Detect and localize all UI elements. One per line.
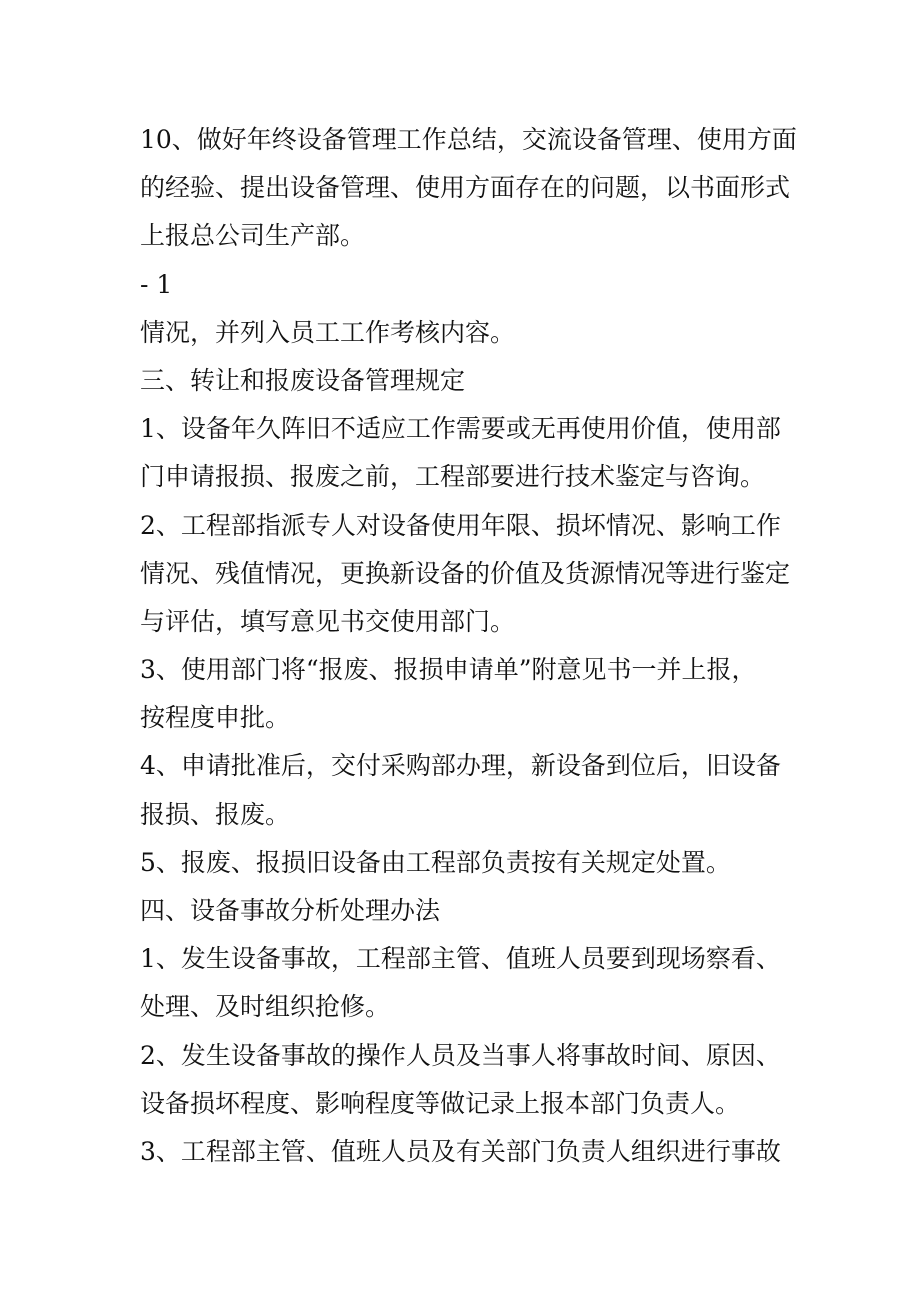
text-line: 2、发生设备事故的操作人员及当事人将事故时间、原因、 [140, 1040, 781, 1070]
text-line: 与评估，填写意见书交使用部门。 [140, 606, 516, 636]
text-line: 情况、残值情况，更换新设备的价值及货源情况等进行鉴定 [140, 558, 791, 588]
text-line: 3、使用部门将“报废、报损申请单”附意见书一并上报， [140, 655, 757, 685]
document-body [140, 116, 797, 1176]
text-line: 3、工程部主管、值班人员及有关部门负责人组织进行事故 [140, 1136, 781, 1166]
text-line: 按程度申批。 [140, 703, 291, 733]
text-line: 5、报废、报损旧设备由工程部负责按有关规定处置。 [140, 847, 731, 877]
text-line: 处理、及时组织抢修。 [140, 992, 391, 1022]
text-line: 的经验、提出设备管理、使用方面存在的问题，以书面形式 [140, 173, 791, 203]
text-line: 设备损坏程度、影响程度等做记录上报本部门负责人。 [140, 1088, 741, 1118]
text-line: 4、申请批准后，交付采购部办理，新设备到位后，旧设备 [140, 751, 781, 781]
section-heading: 三、转让和报废设备管理规定 [140, 365, 466, 395]
text-line: 报损、报废。 [140, 799, 291, 829]
text-line: 上报总公司生产部。 [140, 221, 366, 251]
text-line: 10、做好年终设备管理工作总结，交流设备管理、使用方面 [140, 125, 797, 154]
page-number: - 1 [140, 269, 173, 299]
text-line: 门申请报损、报废之前，工程部要进行技术鉴定与咨询。 [140, 462, 766, 492]
text-line: 2、工程部指派专人对设备使用年限、损坏情况、影响工作 [140, 510, 781, 540]
text-line: 1、设备年久阵旧不适应工作需要或无再使用价值，使用部 [140, 414, 781, 444]
text-line: 1、发生设备事故，工程部主管、值班人员要到现场察看、 [140, 944, 781, 974]
text-line: 情况，并列入员工工作考核内容。 [140, 317, 516, 347]
section-heading: 四、设备事故分析处理办法 [140, 896, 441, 925]
